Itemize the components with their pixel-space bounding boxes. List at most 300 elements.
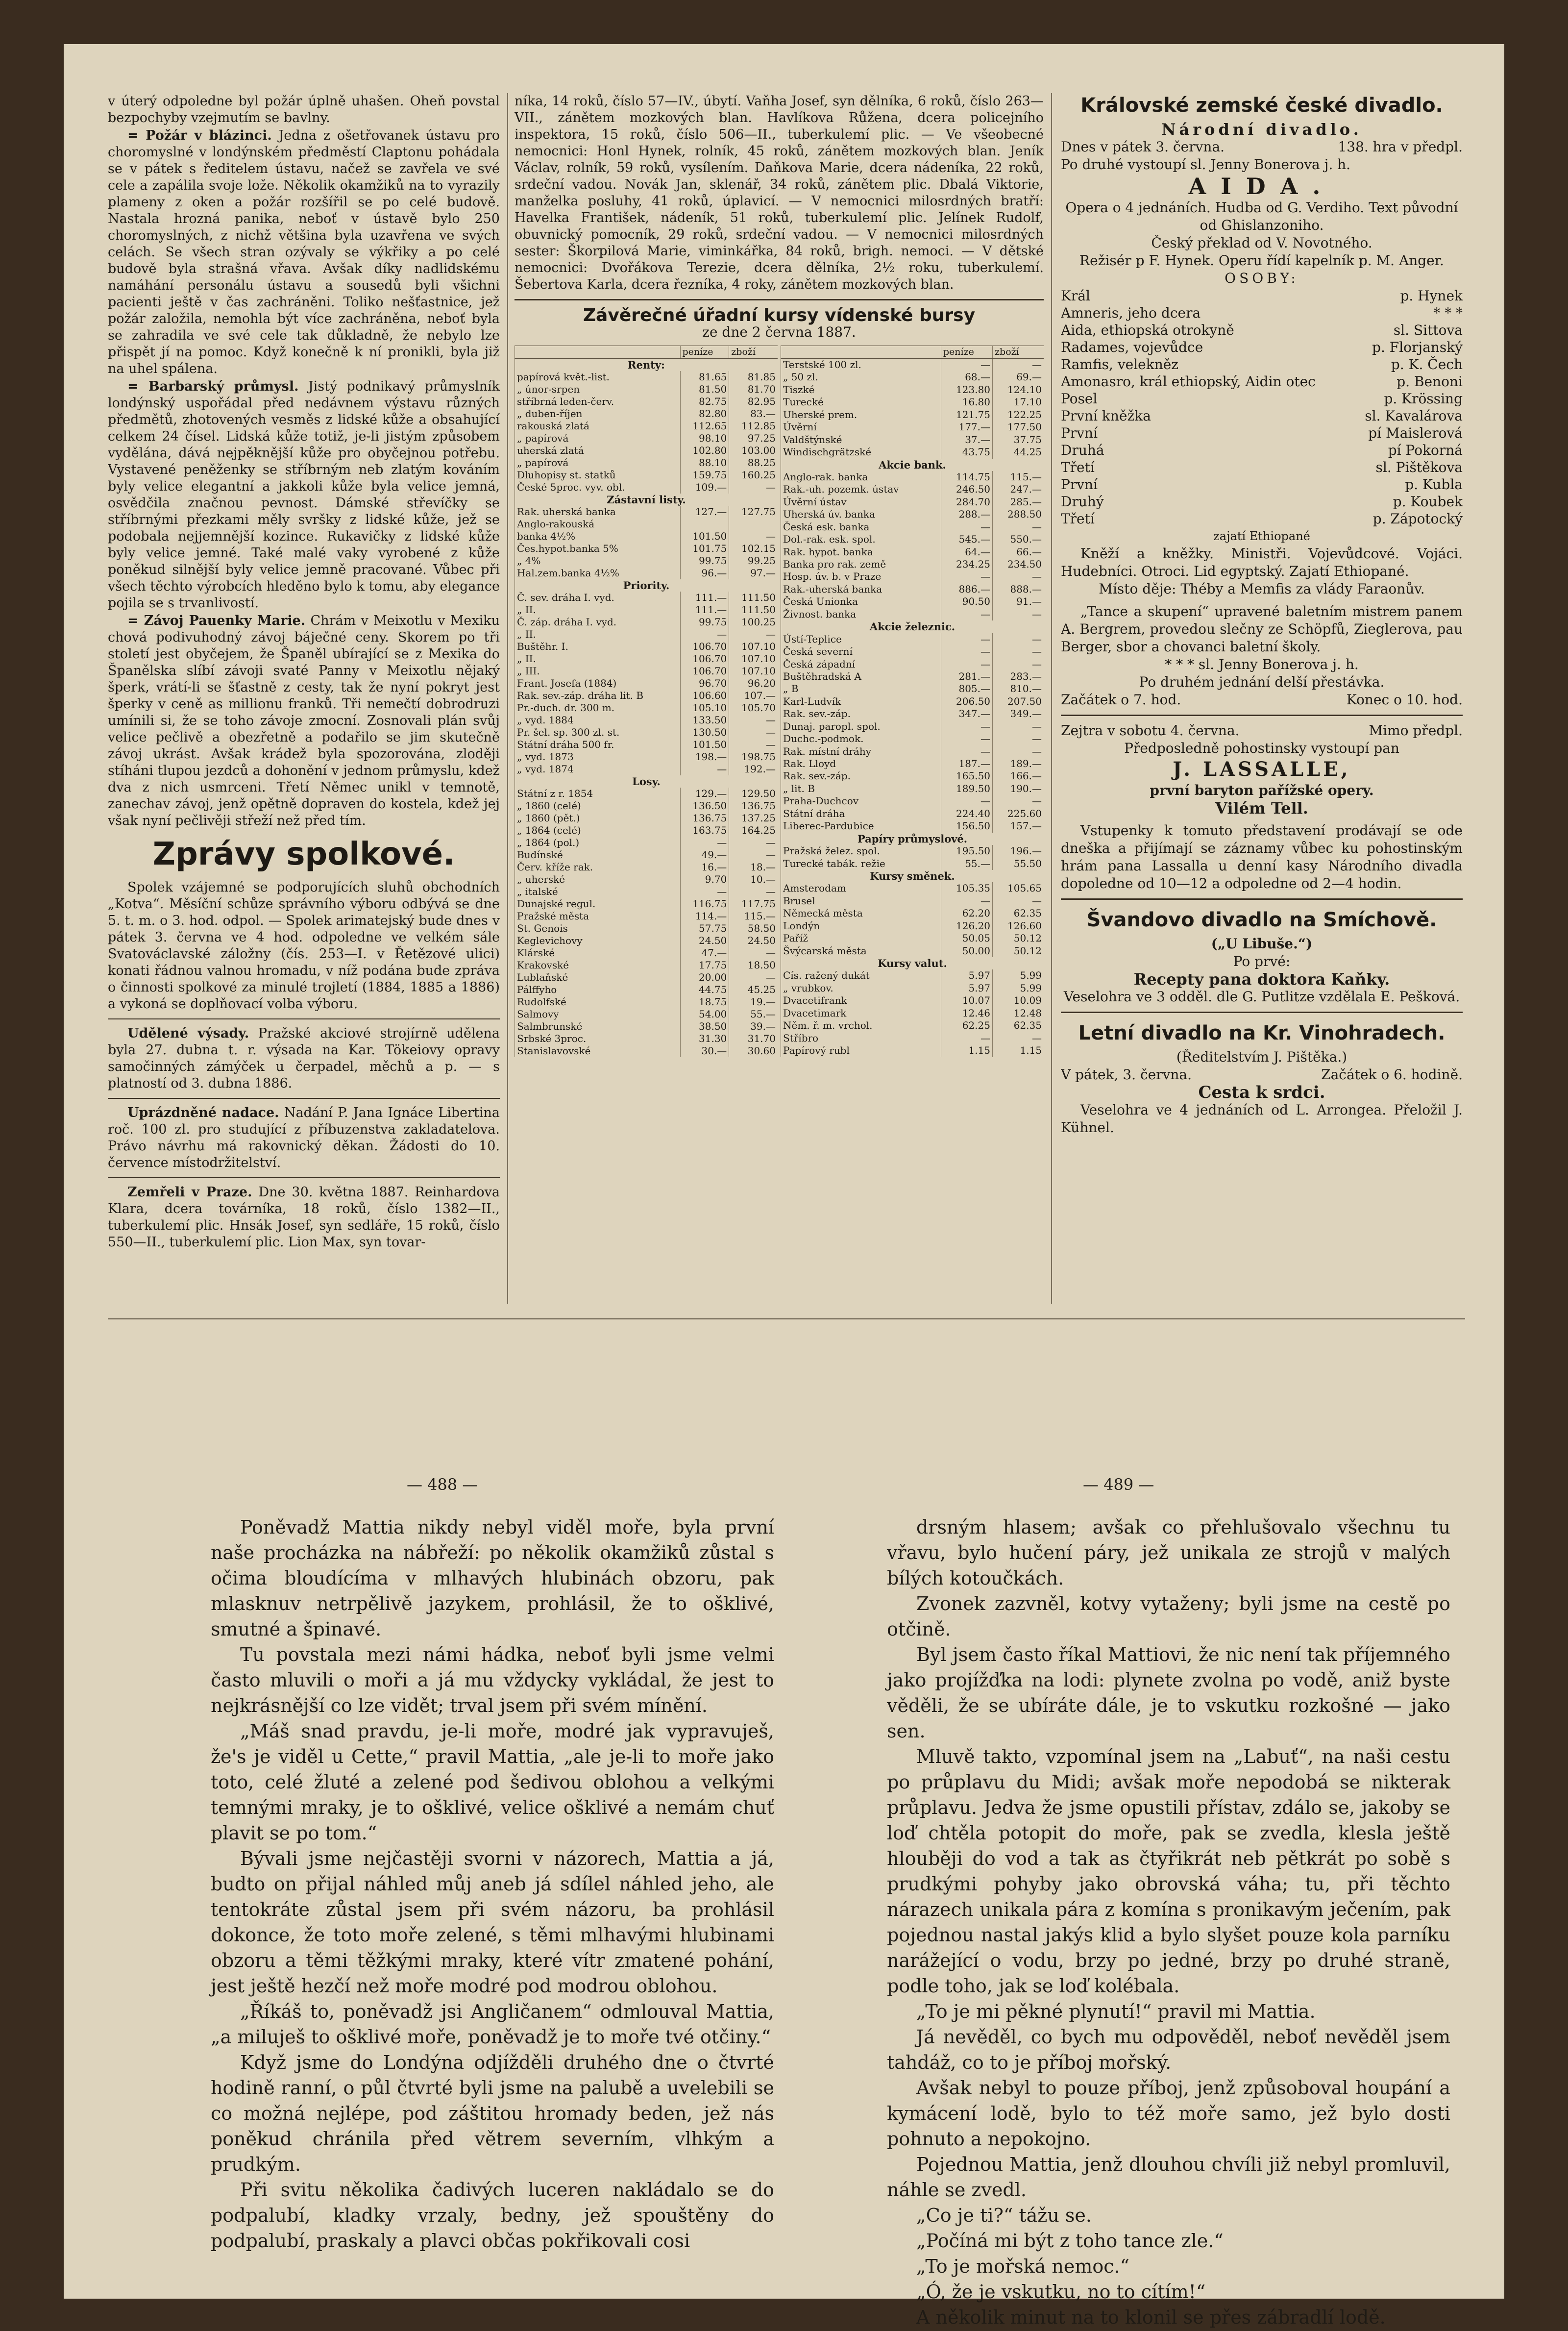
bid-price: 5.97: [941, 982, 992, 994]
theatre-subtitle: Národní divadlo.: [1161, 120, 1362, 139]
ask-price: 105.65: [993, 882, 1044, 894]
paragraph: „To je mi pěkné plynutí!“ pravil mi Mattia.: [916, 2001, 1316, 2022]
performer: p. Hynek: [1400, 288, 1463, 304]
table-row: [781, 695, 1044, 708]
bid-price: 886.—: [941, 583, 992, 595]
bid-price: 111.—: [680, 604, 729, 616]
security-name: St. Genois: [515, 922, 681, 935]
table-row: [781, 994, 1044, 1007]
bid-price: 129.—: [680, 788, 729, 800]
table-row: [781, 708, 1044, 720]
security-name: Karl-Ludvík: [781, 695, 941, 708]
ask-price: 115.—: [993, 471, 1044, 483]
ask-price: 127.75: [729, 506, 778, 518]
table-row: [781, 570, 1044, 583]
security-name: Windischgrätzské: [781, 446, 941, 458]
ask-price: 55.—: [729, 1008, 778, 1020]
security-name: „ italské: [515, 886, 681, 898]
bid-price: 234.25: [941, 558, 992, 570]
role: Druhá: [1061, 442, 1104, 458]
security-name: „ II.: [515, 628, 681, 641]
table-row: [781, 858, 1044, 870]
performer: p. Kubla: [1405, 476, 1463, 493]
bid-price: 49.—: [680, 849, 729, 861]
ask-price: 177.50: [993, 421, 1044, 433]
security-name: uherská zlatá: [515, 445, 681, 457]
role: Ramfis, velekněz: [1061, 356, 1179, 372]
table-row: [781, 546, 1044, 558]
bid-price: 17.75: [680, 959, 729, 971]
ask-price: 157.—: [993, 820, 1044, 832]
table-row: [515, 1045, 778, 1057]
bid-price: 163.75: [680, 824, 729, 837]
ask-price: 129.50: [729, 788, 778, 800]
bid-price: 30.—: [680, 1045, 729, 1057]
role: Třetí: [1061, 459, 1095, 475]
ask-price: —: [993, 645, 1044, 658]
paragraph: drsným hlasem; avšak co přehlušovalo všechnu tu vřavu, bylo hučení páry, jež unikala ze strojů v malých bílých kotoučkách.: [887, 1516, 1450, 1589]
security-name: Státní z r. 1854: [515, 788, 681, 800]
table-row: [515, 1008, 778, 1020]
table-row: [781, 795, 1044, 807]
ask-price: 31.70: [729, 1033, 778, 1045]
table-row: [781, 957, 1044, 969]
ask-price: 58.50: [729, 922, 778, 935]
table-row: [781, 371, 1044, 383]
ask-price: 81.70: [729, 383, 778, 396]
bid-price: 81.65: [680, 371, 729, 383]
ask-price: 160.25: [729, 469, 778, 481]
table-row: [515, 751, 778, 763]
ask-price: 107.10: [729, 665, 778, 677]
news-item: = Požár v blázinci. Jedna z ošetřovanek ústavu pro choromyslné v londýnském předměstí Claptonu pohádala se v pátek s ředitelem ústavu, načež se zavřela ve své cele a zapálila svoje lože. Několik okamžiků na to vyrazily plameny z oken a požár rozšířil se po celé budově. Nastala hrozná panika, neboť v ústavě bylo 250 choromyslných, z nichž většina byla uzavřena ve svých celách. Se všech stran ozývaly se výkřiky a po celé budově byla strašná vřava. Avšak díky nadlidskému namáhání personálu ústavu a sousedů byli všichni pacienti ještě v čas zachráněni. Toliko nešťastnice, jež požár založila, nemohla být více zachráněna, neboť byla se zahradila ve své cele tak důkladně, že nebylo lze přispět jí na pomoc. Když konečně k ní pronikli, byla již na uhel spálena.: [108, 128, 500, 376]
exchange-table-left: [514, 346, 778, 1057]
paragraph: Já nevěděl, co bych mu odpověděl, neboť nevěděl jsem tahdáž, co to je příboj mořský.: [887, 2026, 1450, 2073]
table-row: [515, 739, 778, 751]
ask-price: —: [729, 726, 778, 739]
bid-price: 44.75: [680, 984, 729, 996]
table-row: [515, 432, 778, 445]
bid-price: 106.60: [680, 690, 729, 702]
times: Začátek o 7. hod. Konec o 10. hod.: [1061, 692, 1463, 708]
bid-price: 50.05: [941, 932, 992, 944]
table-row: [781, 932, 1044, 944]
ballet-star: * * * sl. Jenny Bonerova j. h.: [1165, 656, 1359, 672]
table-row: [515, 910, 778, 922]
ask-price: 19.—: [729, 996, 778, 1008]
security-name: Červ. kříže rak.: [515, 861, 681, 873]
opera-info: Opera o 4 jednáních. Hudba od G. Verdiho. Text původní od Ghislanzoniho.: [1065, 199, 1458, 233]
bid-price: 96.—: [680, 567, 729, 579]
bid-price: —: [941, 720, 992, 733]
table-row: [515, 837, 778, 849]
bid-price: 106.70: [680, 641, 729, 653]
table-row: [515, 665, 778, 677]
bid-price: —: [941, 745, 992, 758]
ask-price: —: [993, 745, 1044, 758]
table-row: [515, 788, 778, 800]
bid-price: 288.—: [941, 508, 992, 521]
bid-price: 10.07: [941, 994, 992, 1007]
security-name: Hosp. úv. b. v Praze: [781, 570, 941, 583]
bid-price: 106.70: [680, 665, 729, 677]
ask-price: 1.15: [993, 1044, 1044, 1057]
security-name: Pražská želez. spol.: [781, 845, 941, 857]
table-row: [781, 396, 1044, 408]
ask-price: [729, 518, 778, 530]
paragraph: Když jsme do Londýna odjížděli druhého dne o čtvrté hodině ranní, o půl čtvrté byli jsme na palubě a uvelebili se co možná nejlépe, pod záštitou hromady beden, jež nás poněkud chránila před větrem severním, vlhkým a prudkým.: [211, 2052, 774, 2175]
divider: [108, 1098, 500, 1099]
ask-price: 285.—: [993, 496, 1044, 508]
table-subheading: Akcie železnic.: [781, 620, 1044, 633]
security-name: Úvěrní: [781, 421, 941, 433]
table-row: [781, 808, 1044, 820]
bid-price: —: [941, 658, 992, 670]
performer: * * *: [1433, 305, 1463, 321]
bid-price: 68.—: [941, 371, 992, 383]
table-row: [515, 481, 778, 494]
table-row: [781, 982, 1044, 994]
table-row: [515, 873, 778, 886]
security-name: „ duben-říjen: [515, 408, 681, 420]
play-title: Cesta k srdci.: [1198, 1083, 1325, 1102]
table-subheading: Renty:: [515, 359, 778, 372]
ask-price: 107.—: [729, 690, 778, 702]
newspaper-page: [64, 44, 1504, 2328]
security-name: „ papírová: [515, 457, 681, 469]
table-row: [781, 920, 1044, 932]
security-name: Pražské města: [515, 910, 681, 922]
cast-row: [1061, 304, 1463, 322]
guest-desc: první baryton pařížské opery.: [1150, 782, 1374, 798]
theatre-title: Královské zemské české divadlo.: [1080, 94, 1443, 117]
exchange-table-right: [781, 346, 1044, 1057]
theatre-title: Švandovo divadlo na Smíchově.: [1086, 909, 1437, 931]
cast-row: [1061, 407, 1463, 424]
security-name: Č. záp. dráha I. vyd.: [515, 616, 681, 628]
tickets-note: Vstupenky k tomuto představení prodávají se ode dneška a přijímají se záznamy vůbec ku pohostinským hrám pana Lassalla u denní kasy Národního divadla dopoledne od 10—12 a odpoledne od 2—4 hodin.: [1061, 822, 1463, 892]
table-row: [781, 409, 1044, 421]
bid-price: 133.50: [680, 714, 729, 726]
bid-price: —: [941, 359, 992, 372]
bid-price: 805.—: [941, 683, 992, 695]
paragraph: „Ó, že je vskutku, no to cítím!“: [916, 2281, 1206, 2303]
bid-price: 101.50: [680, 530, 729, 543]
table-row: [781, 1019, 1044, 1032]
bid-price: 114.—: [680, 910, 729, 922]
bid-price: 18.75: [680, 996, 729, 1008]
bid-price: 347.—: [941, 708, 992, 720]
paragraph: „Říkáš to, poněvadž jsi Angličanem“ odmlouval Mattia, „a miluješ to ošklivé moře, poněvadž je to moře tvé otčiny.“: [211, 2001, 774, 2048]
security-name: Česká západní: [781, 658, 941, 670]
bid-price: 102.80: [680, 445, 729, 457]
ask-price: 283.—: [993, 670, 1044, 683]
table-row: [781, 820, 1044, 832]
bid-price: 130.50: [680, 726, 729, 739]
role: Amonasro, král ethiopský, Aidin otec: [1061, 373, 1316, 390]
divider: [108, 1177, 500, 1178]
table-row: [781, 745, 1044, 758]
table-row: [515, 1033, 778, 1045]
bid-price: 88.10: [680, 457, 729, 469]
cast-row: [1061, 510, 1463, 527]
table-row: [515, 420, 778, 432]
theatre-subtitle: (Ředitelstvím J. Pištěka.): [1176, 1049, 1348, 1065]
bid-price: 189.50: [941, 783, 992, 795]
security-name: Státní dráha: [781, 808, 941, 820]
cast-row: [1061, 322, 1463, 339]
table-row: [781, 483, 1044, 496]
ask-price: 45.25: [729, 984, 778, 996]
ask-price: 62.35: [993, 907, 1044, 919]
col-header: peníze: [680, 346, 729, 359]
table-row: [781, 907, 1044, 919]
security-name: Živnost. banka: [781, 608, 941, 620]
bid-price: 37.—: [941, 434, 992, 446]
table-row: [515, 996, 778, 1008]
ask-price: 12.48: [993, 1007, 1044, 1019]
table-row: [781, 720, 1044, 733]
security-name: Papírový rubl: [781, 1044, 941, 1057]
cast-row: [1061, 476, 1463, 493]
security-name: papírová květ.-list.: [515, 371, 681, 383]
bid-price: 114.75: [941, 471, 992, 483]
ask-price: —: [729, 739, 778, 751]
ask-price: 55.50: [993, 858, 1044, 870]
bid-price: 165.50: [941, 770, 992, 782]
table-row: [781, 770, 1044, 782]
security-name: Dunajské regul.: [515, 898, 681, 910]
column-market: [514, 93, 1044, 1304]
security-name: Ústí-Teplice: [781, 633, 941, 645]
bid-price: 81.50: [680, 383, 729, 396]
security-name: Hal.zem.banka 4½%: [515, 567, 681, 579]
captives-label: zajatí Ethiopané: [1213, 529, 1310, 543]
table-row: [515, 824, 778, 837]
security-name: „ 1860 (pět.): [515, 812, 681, 824]
ask-price: 10.09: [993, 994, 1044, 1007]
role: Aida, ethiopská otrokyně: [1061, 322, 1234, 338]
security-name: Rudolfské: [515, 996, 681, 1008]
bid-price: 47.—: [680, 947, 729, 959]
ask-price: 196.—: [993, 845, 1044, 857]
table-row: [781, 633, 1044, 645]
intermission: Po druhém jednání delší přestávka.: [1139, 674, 1385, 690]
col-header: [515, 346, 681, 359]
exchange-title: Závěrečné úřadní kursy vídenské bursy: [583, 305, 976, 325]
ask-price: —: [729, 947, 778, 959]
table-row: [781, 670, 1044, 683]
table-row: [515, 849, 778, 861]
col-header: [781, 346, 941, 359]
role: První: [1061, 425, 1098, 441]
security-name: Pr.-duch. dr. 300 m.: [515, 702, 681, 714]
bid-price: 177.—: [941, 421, 992, 433]
bid-price: 1.15: [941, 1044, 992, 1057]
bid-price: 16.80: [941, 396, 992, 408]
table-row: [515, 567, 778, 579]
ask-price: 105.70: [729, 702, 778, 714]
security-name: Salmbrunské: [515, 1020, 681, 1033]
security-name: „ II.: [515, 653, 681, 665]
ask-price: 111.50: [729, 592, 778, 604]
security-name: Uherská úv. banka: [781, 508, 941, 521]
paragraph: Avšak nebyl to pouze příboj, jenž způsoboval houpání a kymácení lodě, bylo to též moře samo, jež bylo dosti pohnuto a nepokojno.: [887, 2077, 1450, 2150]
table-row: [781, 496, 1044, 508]
table-row: [515, 653, 778, 665]
security-name: Banka pro rak. země: [781, 558, 941, 570]
table-row: [515, 861, 778, 873]
ask-price: 234.50: [993, 558, 1044, 570]
play-info: Veselohra ve 3 odděl. dle G. Putlitze vzdělala E. Pešková.: [1063, 989, 1460, 1005]
security-name: Švýcarská města: [781, 945, 941, 957]
ask-price: 88.25: [729, 457, 778, 469]
paragraph: Při svitu několika čadivých luceren nakládalo se do podpalubí, kladky vrzaly, bedny, jež spouštěny do podpalubí, praskaly a plavci občas pokřikovali cosi: [211, 2179, 774, 2252]
ask-price: —: [729, 628, 778, 641]
ask-price: 164.25: [729, 824, 778, 837]
security-name: „ II.: [515, 604, 681, 616]
table-row: [781, 533, 1044, 546]
play-info: Veselohra ve 4 jednáních od L. Arrongea. Přeložil J. Kühnel.: [1061, 1102, 1463, 1136]
security-name: Úvěrní ústav: [781, 496, 941, 508]
ask-price: 66.—: [993, 546, 1044, 558]
ask-price: 166.—: [993, 770, 1044, 782]
security-name: „ únor-srpen: [515, 383, 681, 396]
ask-price: —: [993, 633, 1044, 645]
table-row: [781, 658, 1044, 670]
ensemble: Kněží a kněžky. Ministři. Vojevůdcové. Vojáci. Hudebníci. Otroci. Lid egyptský. Zajatí Ethiopané.: [1061, 546, 1463, 579]
bid-price: 281.—: [941, 670, 992, 683]
performer: p. Benoni: [1396, 373, 1463, 390]
ask-price: —: [993, 521, 1044, 533]
table-row: [515, 898, 778, 910]
security-name: Cís. ražený dukát: [781, 969, 941, 982]
table-row: [781, 558, 1044, 570]
ask-price: —: [729, 886, 778, 898]
ask-price: 24.50: [729, 935, 778, 947]
security-name: Valdštýnské: [781, 434, 941, 446]
bid-price: 16.—: [680, 861, 729, 873]
page-number-right: — 489 —: [1083, 1475, 1154, 1494]
guest-role: Vilém Tell.: [1215, 799, 1308, 818]
security-name: Stříbro: [781, 1032, 941, 1044]
notice-item: Uprázdněné nadace. Nadání P. Jana Ignáce Libertina roč. 100 zl. pro studující z příbuzenstva zakladatelova. Právo návrhu má rakovnický děkan. Žádosti do 10. července místodržitelství.: [108, 1105, 500, 1170]
bid-price: 105.35: [941, 882, 992, 894]
ask-price: 10.—: [729, 873, 778, 886]
security-name: „ 1864 (pol.): [515, 837, 681, 849]
security-name: „ 1864 (celé): [515, 824, 681, 837]
table-row: [515, 775, 778, 788]
table-row: [781, 870, 1044, 882]
ask-price: 189.—: [993, 758, 1044, 770]
security-name: „ papírová: [515, 432, 681, 445]
bid-price: —: [941, 795, 992, 807]
security-name: Stanislavovské: [515, 1045, 681, 1057]
table-row: [515, 812, 778, 824]
table-row: [781, 833, 1044, 845]
security-name: Česká esk. banka: [781, 521, 941, 533]
security-name: Rak. místní dráhy: [781, 745, 941, 758]
table-row: [781, 583, 1044, 595]
table-row: [515, 726, 778, 739]
ask-price: 62.35: [993, 1019, 1044, 1032]
security-name: „ vrubkov.: [781, 982, 941, 994]
bid-price: 109.—: [680, 481, 729, 494]
cast-row: [1061, 390, 1463, 407]
bid-price: 50.00: [941, 945, 992, 957]
bid-price: [680, 518, 729, 530]
security-name: banka 4½%: [515, 530, 681, 543]
bid-price: 123.80: [941, 384, 992, 396]
bid-price: 9.70: [680, 873, 729, 886]
section-title: Zprávy spolkové.: [152, 836, 455, 872]
bid-price: 136.50: [680, 800, 729, 812]
ask-price: 39.—: [729, 1020, 778, 1033]
exchange-tables: [514, 346, 1044, 1057]
security-name: Londýn: [781, 920, 941, 932]
bid-price: 206.50: [941, 695, 992, 708]
ask-price: 117.75: [729, 898, 778, 910]
table-row: [515, 886, 778, 898]
cast-row: [1061, 459, 1463, 476]
table-row: [515, 763, 778, 775]
ask-price: 198.75: [729, 751, 778, 763]
table-row: [781, 1044, 1044, 1057]
table-row: [515, 579, 778, 592]
security-name: Praha-Duchcov: [781, 795, 941, 807]
deaths-continued: níka, 14 roků, číslo 57—IV., úbytí. Vaňha Josef, syn dělníka, 6 roků, číslo 263—VII., zánětem mozkových blan. Havlíkova Růžena, dcera policejního inspektora, 15 roků, číslo 506—II., tuberkulemí plic. — Ve všeobecné nemocnici: Honl Hynek, rolník, 45 roků, zánětem mozkových blan. Jeník Václav, rolník, 59 roků, vysílením. Daňkova Marie, dcera nádeníka, 22 roků, srdeční vadou. Novák Jan, sklenář, 34 roků, zánětem plic. Dbalá Viktorie, manželka posluhy, 41 roků, úplavicí. — V nemocnici milosrdných bratří: Havelka František, nádeník, 51 roků, tuberkulemí plic. Jelínek Rudolf, obuvnický pomocník, 29 roků, srdeční vadou. — V nemocnici milosrdných sester: Škorpilová Marie, viminkářka, 84 roků, brigh. nemoci. — V dětské nemocnici: Dvořákova Terezie, dcera dělníka, 2½ roku, tuberkulemí. Šebertova Karla, dcera řezníka, 4 roky, zánětem mozkových blan.: [514, 94, 1044, 292]
bid-price: 187.—: [941, 758, 992, 770]
security-name: Česká Unionka: [781, 595, 941, 608]
bid-price: 62.20: [941, 907, 992, 919]
bid-price: 99.75: [680, 616, 729, 628]
security-name: „ 1860 (celé): [515, 800, 681, 812]
bid-price: —: [680, 886, 729, 898]
table-row: [515, 800, 778, 812]
ask-price: —: [729, 714, 778, 726]
table-row: [781, 459, 1044, 471]
guest-name: J. LASSALLE,: [1173, 758, 1351, 781]
ask-price: 91.—: [993, 595, 1044, 608]
paragraph: „To je mořská nemoc.“: [916, 2256, 1130, 2277]
opera-title: AIDA.: [1188, 173, 1335, 199]
bid-price: 246.50: [941, 483, 992, 496]
ask-price: 888.—: [993, 583, 1044, 595]
ask-price: —: [993, 895, 1044, 907]
security-name: Buštěhr. I.: [515, 641, 681, 653]
performer: p. Koubek: [1393, 494, 1463, 510]
table-row: [515, 947, 778, 959]
bid-price: 198.—: [680, 751, 729, 763]
story-right: [887, 1514, 1450, 2330]
ask-price: 96.20: [729, 677, 778, 690]
ask-price: 190.—: [993, 783, 1044, 795]
security-name: Frant. Josefa (1884): [515, 677, 681, 690]
security-name: Anglo-rakouská: [515, 518, 681, 530]
bid-price: 121.75: [941, 409, 992, 421]
bid-price: 38.50: [680, 1020, 729, 1033]
performer: p. Florjanský: [1372, 339, 1463, 355]
table-subheading: Priority.: [515, 579, 778, 592]
table-subheading: Losy.: [515, 775, 778, 788]
paragraph: Bývali jsme nejčastěji svorni v názorech, Mattia a já, budto on přijal náhled můj aneb já sdílel náhled jeho, ale tentokráte zůstal jsem při svém názoru, ba prohlásil dokonce, že toto moře zelené, s těmi mlhavými hlubinami obzoru a těmi těžkými mraky, které vítr zmatené pohání, jest ještě hezčí než moře modré pod modrou oblohou.: [211, 1848, 774, 1997]
ask-price: 107.10: [729, 653, 778, 665]
table-row: [781, 521, 1044, 533]
ask-price: 192.—: [729, 763, 778, 775]
ask-price: 37.75: [993, 434, 1044, 446]
table-subheading: Kursy směnek.: [781, 870, 1044, 882]
divider: [1061, 715, 1463, 716]
